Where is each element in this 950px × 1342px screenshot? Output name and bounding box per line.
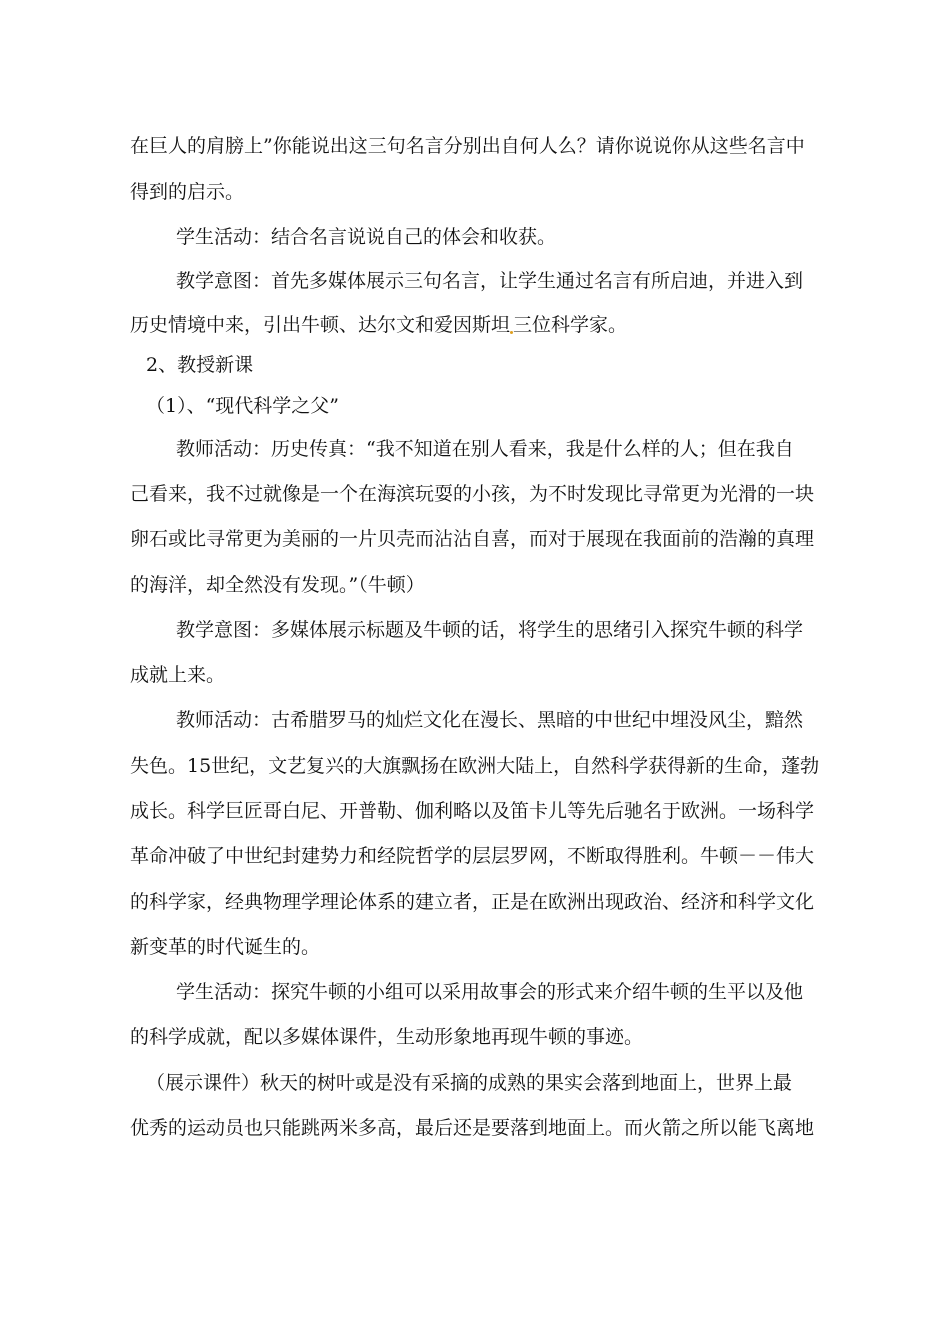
- text-line: 失色。15世纪，文艺复兴的大旗飘扬在欧洲大陆上，自然科学获得新的生命，蓬勃: [130, 755, 820, 777]
- subsection-heading: （1）、“现代科学之父”: [146, 395, 340, 417]
- text-line: 成长。科学巨匠哥白尼、开普勒、伽利略以及笛卡儿等先后驰名于欧洲。一场科学: [130, 800, 815, 822]
- text-line: 己看来，我不过就像是一个在海滨玩耍的小孩，为不时发现比寻常更为光滑的一块: [130, 483, 815, 505]
- text-line: 优秀的运动员也只能跳两米多高，最后还是要落到地面上。而火箭之所以能飞离地: [130, 1117, 815, 1139]
- text-line: 教学意图：多媒体展示标题及牛顿的话，将学生的思绪引入探究牛顿的科学: [176, 619, 804, 641]
- text-line: 在巨人的肩膀上”你能说出这三句名言分别出自何人么？请你说说你从这些名言中: [130, 135, 805, 157]
- text-line: 卵石或比寻常更为美丽的一片贝壳而沾沾自喜，而对于展现在我面前的浩瀚的真理: [130, 528, 815, 550]
- text-line: [0, 313, 950, 337]
- text-segment: 三位科学家。: [513, 314, 628, 336]
- text-line: 学生活动：结合名言说说自己的体会和收获。: [176, 226, 557, 248]
- text-line: 教师活动：古希腊罗马的灿烂文化在漫长、黑暗的中世纪中埋没风尘，黯然: [176, 709, 804, 731]
- text-line: 学生活动：探究牛顿的小组可以采用故事会的形式来介绍牛顿的生平以及他: [176, 981, 804, 1003]
- text-line: 的科学家，经典物理学理论体系的建立者，正是在欧洲出现政治、经济和科学文化: [130, 891, 815, 913]
- text-line: （展示课件）秋天的树叶或是没有采摘的成熟的果实会落到地面上，世界上最: [146, 1072, 793, 1094]
- text-line: 教师活动：历史传真：“我不知道在别人看来，我是什么样的人；但在我自: [176, 438, 794, 460]
- text-line: 成就上来。: [130, 664, 226, 686]
- text-line: 教学意图：首先多媒体展示三句名言，让学生通过名言有所启迪，并进入到: [176, 270, 804, 292]
- text-line: 的海洋，却全然没有发现。”（牛顿）: [130, 574, 425, 596]
- section-heading: 2、教授新课: [146, 354, 254, 376]
- text-segment: 历史情境中来，引出牛顿、达尔文和爱因斯坦: [130, 314, 511, 336]
- text-line: 新变革的时代诞生的。: [130, 936, 321, 958]
- text-line: 革命冲破了中世纪封建势力和经院哲学的层层罗网，不断取得胜利。牛顿－－伟大: [130, 845, 815, 867]
- text-line: 的科学成就，配以多媒体课件，生动形象地再现牛顿的事迹。: [130, 1026, 644, 1048]
- text-line: 得到的启示。: [130, 181, 245, 203]
